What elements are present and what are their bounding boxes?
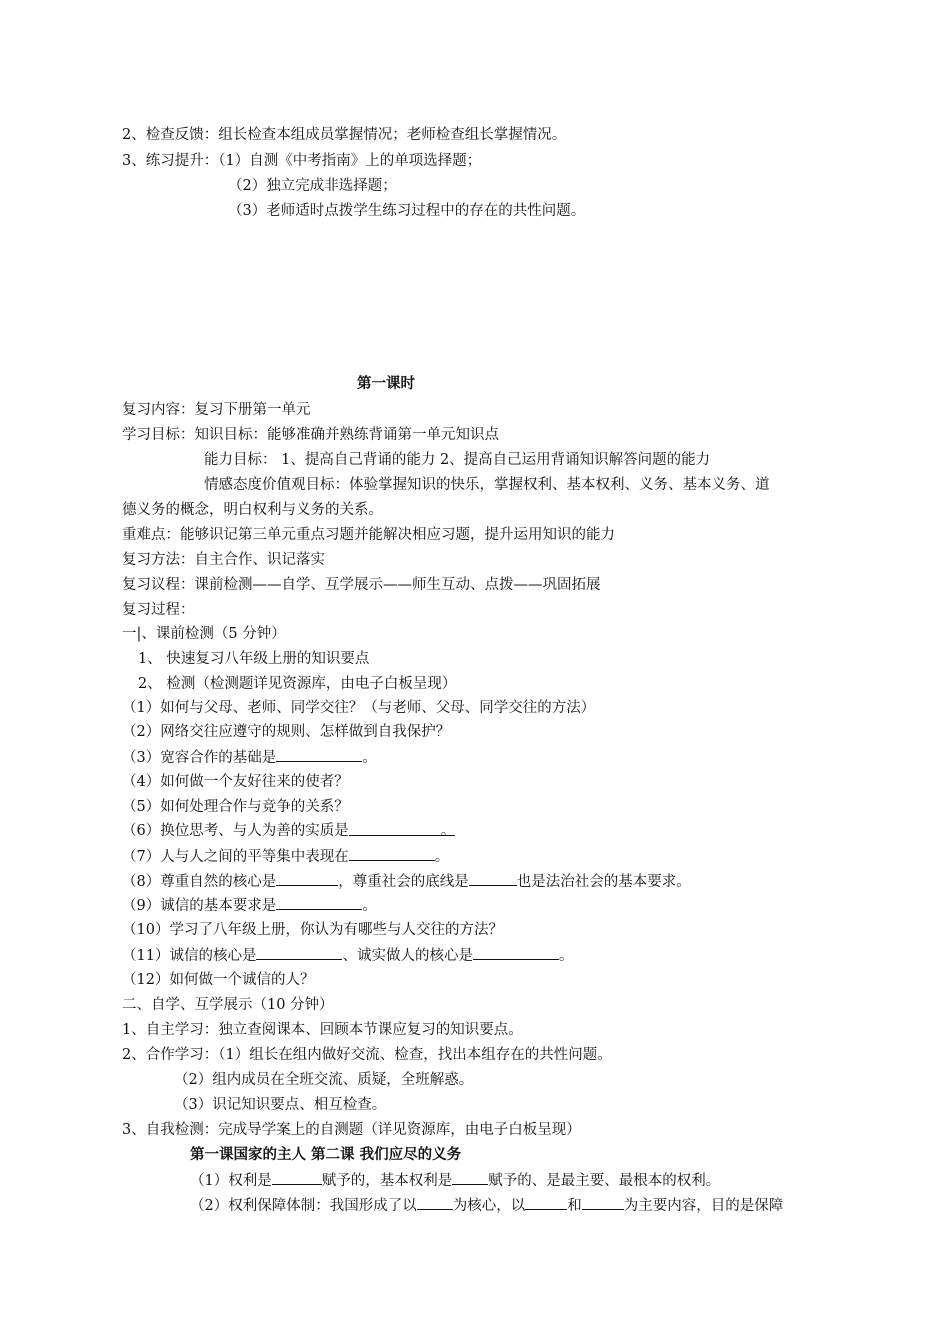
question-4: （4）如何做一个友好往来的使者？ — [122, 774, 349, 790]
answer-blank — [349, 846, 435, 861]
question-6-text: （6）换位思考、与人为善的实质是 — [122, 823, 349, 839]
answer-blank — [256, 945, 342, 960]
review-method: 复习方法：自主合作、识记落实 — [122, 552, 325, 568]
difficulty: 重难点：能够识记第三单元重点习题并能解决相应习题，提升运用知识的能力 — [122, 527, 615, 543]
answer-blank — [417, 1195, 453, 1210]
practice-item-2: （2）独立完成非选择题； — [228, 178, 397, 194]
answer-blank — [525, 1195, 567, 1210]
answer-blank — [276, 871, 338, 886]
practice-item-3: （3）老师适时点拨学生练习过程中的存在的共性问题。 — [228, 203, 586, 219]
goal-emotion-cont: 德义务的概念，明白权利与义务的关系。 — [122, 502, 383, 518]
question-7-end: 。 — [434, 849, 450, 865]
question-1: （1）如何与父母、老师、同学交往？（与老师、父母、同学交往的方法） — [122, 700, 596, 716]
review-question-1-end: 赋予的、是最主要、最根本的权利。 — [488, 1173, 721, 1189]
part2-step2-2: （2）组内成员在全班交流、质疑，全班解惑。 — [174, 1072, 474, 1088]
part2-step3: 3、自我检测：完成导学案上的自测题（详见资源库，由电子白板呈现） — [122, 1122, 581, 1138]
question-7-text: （7）人与人之间的平等集中表现在 — [122, 849, 349, 865]
answer-blank — [473, 945, 559, 960]
goal-emotion: 情感态度价值观目标：体验掌握知识的快乐，掌握权利、基本权利、义务、基本义务、道 — [204, 477, 770, 493]
feedback-line: 2、检查反馈：组长检查本组成员掌握情况；老师检查组长掌握情况。 — [122, 127, 567, 143]
review-question-2-text: （2）权利保障体制：我国形成了以 — [190, 1198, 417, 1214]
question-11-mid: 、诚实做人的核心是 — [342, 948, 473, 964]
review-question-1-text: （1）权利是 — [190, 1173, 272, 1189]
part1-step2: 2、 检测（检测题详见资源库，由电子白板呈现） — [138, 676, 457, 692]
question-8-end: 也是法治社会的基本要求。 — [516, 874, 691, 890]
unit-title: 第一课国家的主人 第二课 我们应尽的义务 — [190, 1146, 462, 1163]
goal-ability: 能力目标： 1、提高自己背诵的能力 2、提高自己运用背诵知识解答问题的能力 — [204, 452, 711, 468]
question-7 — [122, 846, 449, 867]
review-outline: 复习议程：课前检测——自学、互学展示——师生互动、点拨——巩固拓展 — [122, 577, 601, 593]
answer-blank — [276, 895, 362, 910]
question-8-text: （8）尊重自然的核心是 — [122, 874, 277, 890]
answer-blank — [349, 821, 456, 839]
question-6 — [122, 821, 455, 841]
question-11 — [122, 945, 573, 966]
question-8 — [122, 871, 691, 892]
question-3 — [122, 747, 377, 768]
answer-blank — [276, 747, 362, 762]
part1-heading: 一|、课前检测（5 分钟） — [122, 626, 286, 642]
review-question-2 — [190, 1195, 783, 1216]
question-5: （5）如何处理合作与竞争的关系？ — [122, 799, 349, 815]
question-11-text: （11）诚信的核心是 — [122, 948, 257, 964]
part2-heading: 二、自学、互学展示（10 分钟） — [122, 997, 334, 1013]
review-question-2-and: 和 — [567, 1198, 582, 1214]
review-question-2-mid: 为核心，以 — [452, 1198, 526, 1214]
review-question-1-mid: 赋予的，基本权利是 — [321, 1173, 453, 1189]
part2-step2: 2、合作学习：（1）组长在组内做好交流、检查，找出本组存在的共性问题。 — [122, 1047, 612, 1063]
question-10: （10）学习了八年级上册，你认为有哪些与人交往的方法？ — [122, 922, 503, 938]
lesson-title: 第一课时 — [357, 375, 415, 392]
part2-step2-3: （3）识记知识要点、相互检查。 — [174, 1097, 387, 1113]
review-content: 复习内容：复习下册第一单元 — [122, 402, 311, 418]
goal-knowledge: 学习目标：知识目标：能够准确并熟练背诵第一单元知识点 — [122, 427, 499, 443]
question-9 — [122, 895, 377, 916]
review-question-1 — [190, 1170, 720, 1191]
review-question-2-end: 为主要内容，目的是保障 — [623, 1198, 784, 1214]
question-8-mid: ，尊重社会的底线是 — [338, 874, 469, 890]
question-2: （2）网络交往应遵守的规则、怎样做到自我保护？ — [122, 724, 451, 740]
question-9-end: 。 — [362, 898, 377, 914]
question-12: （12）如何做一个诚信的人？ — [122, 972, 315, 988]
part1-step1: 1、 快速复习八年级上册的知识要点 — [138, 651, 370, 667]
answer-blank — [582, 1195, 624, 1210]
answer-blank — [272, 1170, 322, 1185]
question-3-end: 。 — [362, 750, 377, 766]
question-3-text: （3）宽容合作的基础是 — [122, 750, 277, 766]
question-6-end: 。 — [440, 823, 456, 839]
question-9-text: （9）诚信的基本要求是 — [122, 898, 277, 914]
answer-blank — [469, 871, 517, 886]
practice-line: 3、练习提升：（1）自测《中考指南》上的单项选择题； — [122, 153, 482, 169]
review-procedure: 复习过程： — [122, 602, 195, 618]
part2-step1: 1、自主学习：独立查阅课本、回顾本节课应复习的知识要点。 — [122, 1022, 523, 1038]
question-11-end: 。 — [558, 948, 574, 964]
answer-blank — [452, 1170, 488, 1185]
